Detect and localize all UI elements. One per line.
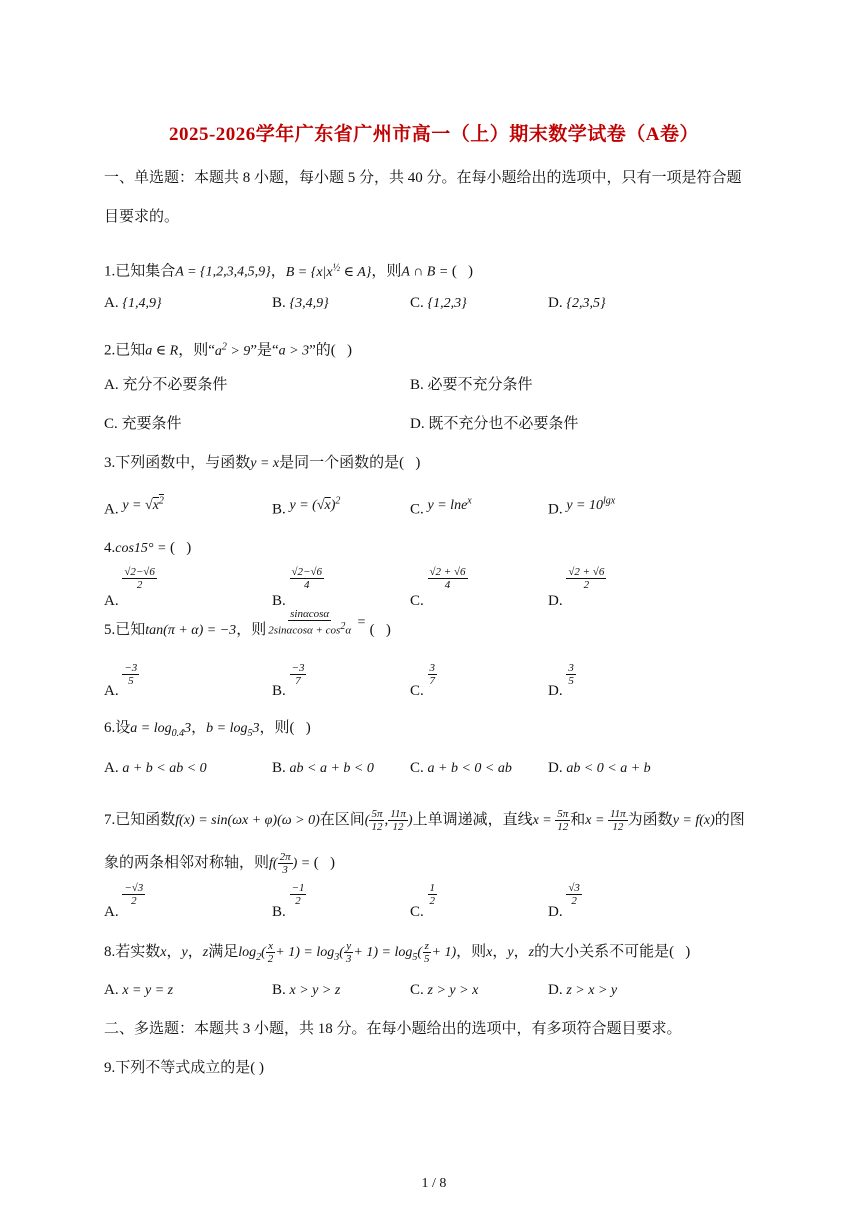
- q6-option-a: A. a + b < ab < 0: [104, 760, 207, 776]
- question-8-prefix: 8.若实数: [104, 943, 161, 960]
- q2-option-d: D. 既不充分也不必要条件: [410, 416, 579, 432]
- q6-option-b: B. ab < a + b < 0: [272, 760, 374, 776]
- page-number: 1 / 8: [421, 1176, 447, 1191]
- intersection: A ∩ B =: [401, 264, 452, 280]
- q3-option-a: A. $y = √x^2$: [104, 495, 164, 518]
- q5-option-a: A. $\frac{-3}{5}$: [104, 662, 138, 699]
- question-5-prefix: 5.已知: [104, 622, 146, 638]
- q1-option-a: A. {1,4,9}: [104, 295, 162, 311]
- question-8: 8.若实数x，y，z满足$\log_2$( $\frac{x}{2}$ + $1) = \log_3$( $\frac{y}{3}$ + $1) = \log_5$( $\frac{z}{5}$ + 1)，则x，y，z的大小关系不可能是( ): [104, 940, 691, 965]
- question-4: 4.cos15° = ( ): [104, 540, 192, 556]
- q3-option-d: D. $y = 10^{lgx}$: [548, 495, 616, 518]
- q8-option-c: C. z > y > x: [410, 982, 479, 998]
- q3-option-c: C. y = lne$^x$: [410, 495, 472, 518]
- question-4-math: cos15° =: [115, 541, 170, 556]
- q2-option-b: B. 必要不充分条件: [410, 377, 533, 393]
- question-2-prefix: 2.已知: [104, 342, 146, 359]
- set-b: $B = \{x|x^{\frac{1}{2}}$ ∈ A}: [285, 262, 372, 280]
- question-1-prefix: 1.已知集合: [104, 263, 176, 280]
- q4-option-c: C. $\frac{√2 + √6}{4}$: [410, 566, 466, 609]
- question-7: 7.已知函数f(x) = sin(ωx + φ)(ω > 0)在区间( $\frac{5\pi}{12}$ , $\frac{11\pi}{12}$ )上单调递减，直线x = $\frac{5\pi}{12}$ 和x = $\frac{11\pi}{12}$ 为函数y = f(x)的图: [104, 808, 745, 833]
- question-5-math: tan(π + α) = −3: [145, 623, 237, 638]
- q1-option-d: D. {2,3,5}: [548, 295, 606, 311]
- question-8-math: $\log_2$(: [238, 944, 266, 963]
- q6-option-c: C. a + b < 0 < ab: [410, 760, 512, 776]
- q5-option-b: B. $\frac{-3}{7}$: [272, 662, 305, 699]
- question-1-math: A = {1,2,3,4,5,9}: [175, 264, 271, 280]
- q5-option-c: C. $\frac{3}{7}$: [410, 662, 436, 699]
- q7-option-d: D. $\frac{√3}{2}$: [548, 882, 580, 920]
- q7-option-b: B. $\frac{-1}{2}$: [272, 882, 305, 920]
- question-3: 3.下列函数中，与函数y = x是同一个函数的是( ): [104, 455, 421, 471]
- question-2: 2.已知a ∈ R，则“$a^2 > 9$”是“a > 3”的( ): [104, 341, 352, 359]
- q4-option-d: D. $\frac{√2 + √6}{2}$: [548, 566, 605, 609]
- page-title: 2025-2026学年广东省广州市高一（上）期末数学试卷（A卷）: [168, 124, 700, 145]
- q5-option-d: D. $\frac{3}{5}$: [548, 662, 574, 699]
- question-6: 6.设$a = \log_{0.4}3$，$b = \log_53$，则( ): [104, 720, 311, 739]
- q6-option-d: D. ab < 0 < a + b: [548, 760, 651, 776]
- question-9: 9.下列不等式成立的是( ): [104, 1060, 264, 1076]
- q7-option-c: C. $\frac{1}{2}$: [410, 882, 436, 920]
- q8-option-b: B. x > y > z: [272, 982, 341, 998]
- question-4-prefix: 4.: [104, 540, 116, 556]
- q4-option-b: B. $\frac{√2-√6}{4}$: [272, 566, 323, 609]
- question-7-cont: 象的两条相邻对称轴，则f( $\frac{2\pi}{3}$ ) = ( ): [104, 851, 335, 876]
- question-6-prefix: 6.设: [104, 720, 131, 736]
- question-5: 5.已知tan(π + α) = −3，则 $\frac{\sin\alpha\cos\alpha}{2\sin\alpha\cos\alpha + \cos^2\alpha}$ = ( ): [104, 608, 391, 638]
- q3-option-b: B. $y = (√x)^2$: [272, 495, 341, 518]
- q1-option-c: C. {1,2,3}: [410, 295, 467, 311]
- question-6-math: $a = \log_{0.4}3$: [130, 721, 192, 739]
- q8-option-a: A. x = y = z: [104, 982, 174, 998]
- section-1-heading-cont: 目要求的。: [104, 209, 180, 225]
- q8-option-d: D. z > x > y: [548, 982, 618, 998]
- question-3-math: y = x: [250, 456, 280, 471]
- question-7-math: f(x) = sin(ωx + φ)(ω > 0): [175, 812, 320, 828]
- q4-option-a: A. $\frac{√2-√6}{2}$: [104, 566, 155, 609]
- question-2-math: a ∈ R: [145, 343, 179, 359]
- q1-option-b: B. {3,4,9}: [272, 295, 329, 311]
- section-1-heading: 一、单选题：本题共 8 小题，每小题 5 分，共 40 分。在每小题给出的选项中，只有一项是符合题: [104, 170, 742, 186]
- question-7-prefix: 7.已知函数: [104, 811, 176, 828]
- q2-option-c: C. 充要条件: [104, 416, 182, 432]
- question-1: 1.已知集合A = {1,2,3,4,5,9}，$B = \{x|x^{\frac{1}{2}}$ ∈ A}，则A ∩ B = ( ): [104, 262, 474, 280]
- section-2-heading: 二、多选题：本题共 3 小题，共 18 分。在每小题给出的选项中，有多项符合题目要求。: [104, 1021, 682, 1037]
- q2-option-a: A. 充分不必要条件: [104, 377, 228, 393]
- q7-option-a: A. $\frac{-√3}{2}$: [104, 882, 144, 920]
- question-3-prefix: 3.下列函数中，与函数: [104, 455, 251, 471]
